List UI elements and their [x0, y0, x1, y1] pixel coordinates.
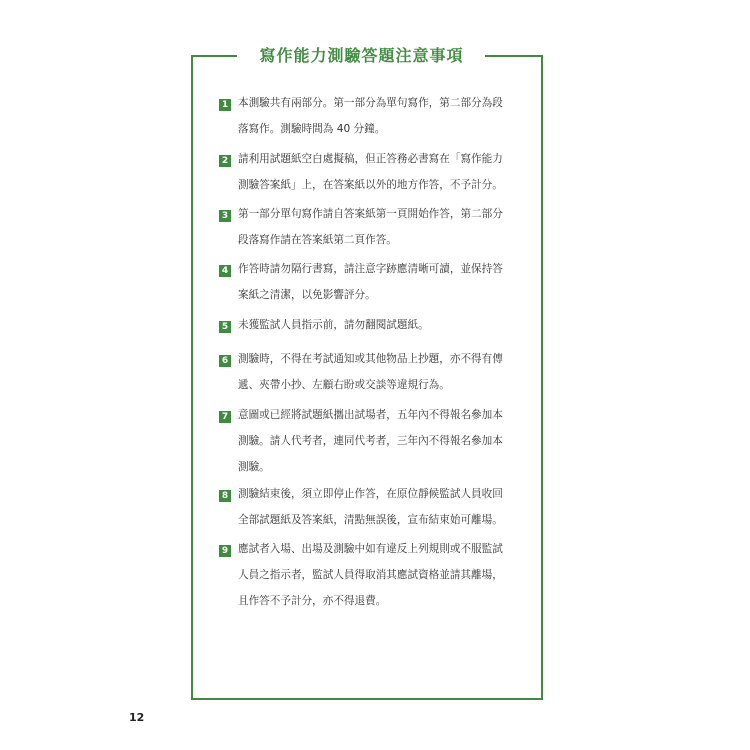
rule-text: 未獲監試人員指示前，請勿翻閱試題紙。: [238, 319, 429, 331]
rule-number-badge: 3: [219, 210, 231, 222]
rule-text: 測驗時，不得在考試通知或其他物品上抄題，亦不得有傳 遞、夾帶小抄、左顧右盼或交談等違規行為。: [238, 353, 503, 391]
rule-text: 測驗結束後，須立即停止作答，在原位靜候監試人員收回 全部試題紙及答案紙，清點無誤後，宣布結束始可離場。: [238, 488, 503, 526]
rule-text: 本測驗共有兩部分。第一部分為單句寫作，第二部分為段 落寫作。測驗時間為 40 分鐘。: [238, 97, 503, 135]
page-title: 寫作能力測驗答題注意事項: [259, 46, 464, 65]
rule-number-badge: 9: [219, 545, 231, 557]
page-number: 12: [129, 711, 145, 724]
rule-number-badge: 8: [219, 490, 231, 502]
rule-number-badge: 4: [219, 265, 231, 277]
rule-text: 作答時請勿隔行書寫，請注意字跡應清晰可讀，並保持答 案紙之清潔，以免影響評分。: [238, 263, 503, 301]
title-line-right: [485, 55, 543, 57]
rule-number-badge: 1: [219, 99, 231, 111]
rule-number-badge: 2: [219, 155, 231, 167]
rule-number-badge: 7: [219, 411, 231, 423]
rule-number-badge: 5: [219, 321, 231, 333]
rule-number-badge: 6: [219, 355, 231, 367]
rule-text: 意圖或已經將試題紙攜出試場者，五年內不得報名參加本 測驗。請人代考者，連同代考者，三年內不得報名參加本 測驗。: [238, 409, 503, 473]
rule-text: 應試者入場、出場及測驗中如有違反上列規則或不服監試 人員之指示者，監試人員得取消其應試資格並請其離場， 且作答不予計分，亦不得退費。: [238, 543, 503, 607]
rule-text: 請利用試題紙空白處擬稿，但正答務必書寫在「寫作能力 測驗答案紙」上，在答案紙以外的地方作答，不予計分。: [238, 153, 503, 191]
title-bar: [191, 44, 543, 68]
title-line-left: [191, 55, 237, 57]
rule-text: 第一部分單句寫作請自答案紙第一頁開始作答，第二部分 段落寫作請在答案紙第二頁作答。: [238, 208, 503, 246]
